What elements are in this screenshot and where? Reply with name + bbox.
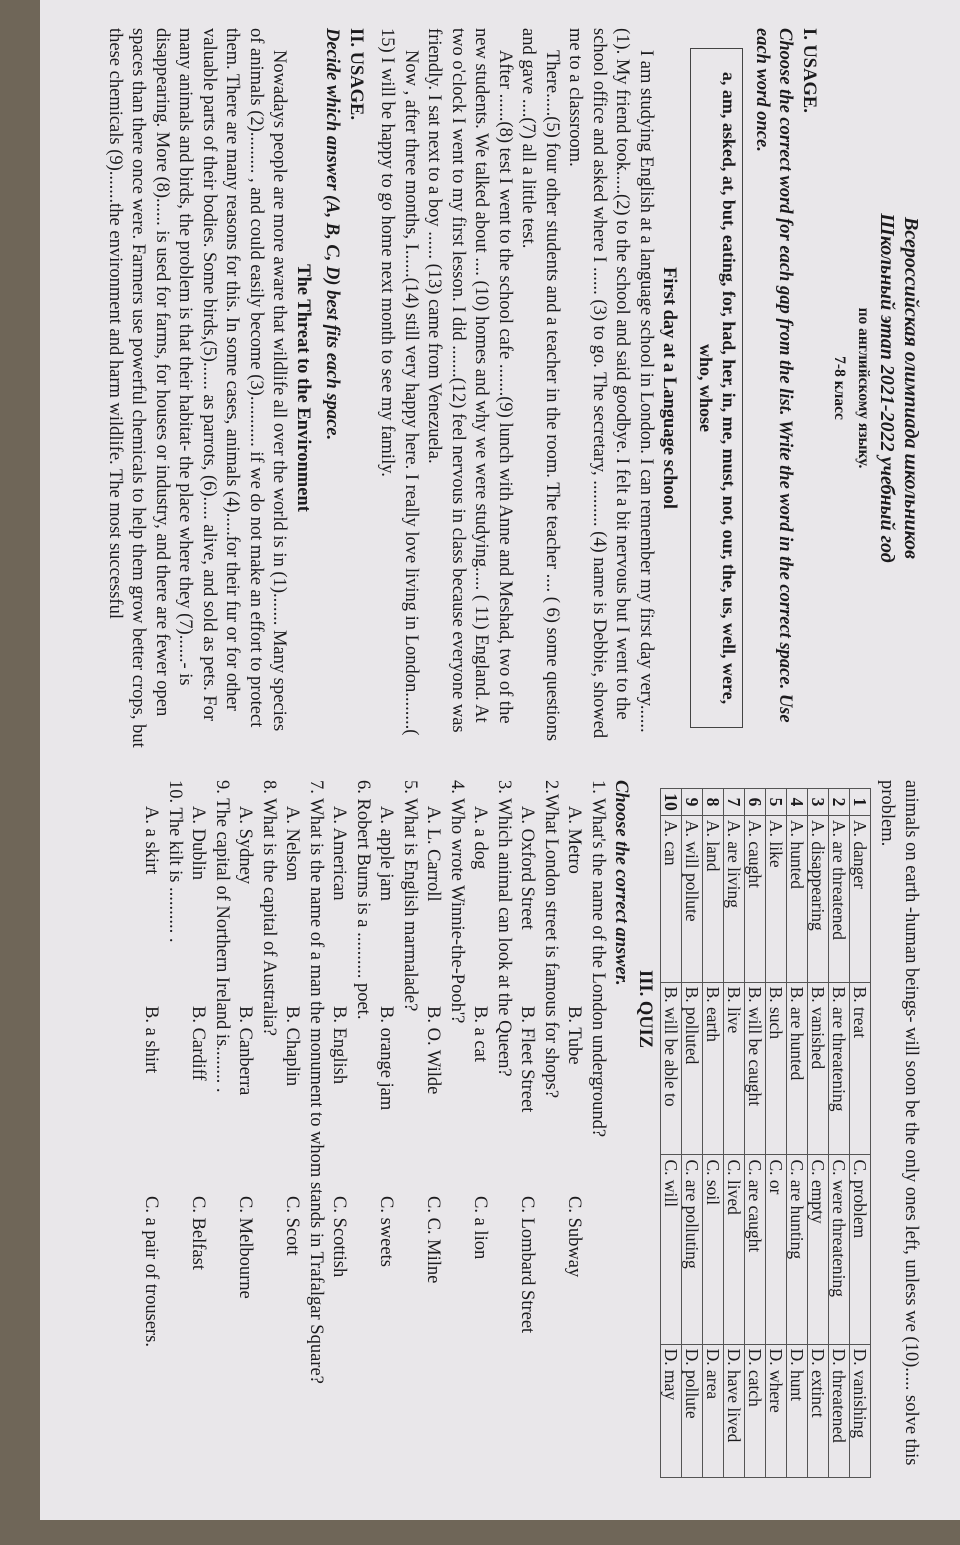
options-row [808, 789, 829, 1478]
quiz-option-a: A. Metro [564, 806, 585, 874]
option-d: D. pollute [682, 1344, 703, 1477]
story2-paragraph: Nowadays people are more aware that wildlife all over the world is in (1)....... Many species of animals (2)......... , and could easily become (3)........... if we do not make an effort to protect them. There are many reasons for this. In some cases, animals (4).....for their fur or for other valuable parts of their bodies. Some birds,(5)...... as parrots, (6)..... alive, and sold as pets. For many animals and birds, the problem is that their habitat- the place where they (7)......- is disappearing. More (8)...... is used for farms, for houses or industry, and there are fewer open spaces than there once were. Farmers use powerful chemicals to help them grow better crops, but these chemicals (9).......the environment and harm wildlife. The most successful [105, 28, 290, 748]
option-b: B. earth [703, 982, 724, 1155]
quiz-option-c: C. Lombard Street [517, 1196, 538, 1334]
quiz-option-b: B. Chaplin [282, 1006, 303, 1087]
quiz-question [139, 780, 186, 1490]
option-c: C. lived [724, 1155, 745, 1344]
quiz-question [327, 780, 374, 1490]
subject-title: по английскому языку. [855, 307, 872, 469]
quiz-question-text: 1. What's the name of the London underground? [588, 780, 608, 1138]
option-a: A. like [766, 816, 787, 983]
quiz-option-a: A. American [329, 806, 350, 901]
option-a: A. disappearing [808, 816, 829, 983]
option-b: B. are hunted [787, 982, 808, 1155]
quiz-option-b: B. a shirt [141, 1006, 162, 1074]
quiz-option-a: A. a dog [470, 806, 491, 870]
option-a: A. can [661, 816, 682, 983]
story1-paragraph: Now , after three months, I......(14) still very happy here. I really love living in London........( 15) I will be happy to go home next month to see my family. [377, 28, 421, 736]
options-row [850, 789, 871, 1478]
option-c: C. problem [850, 1155, 871, 1344]
option-c: C. are polluting [682, 1155, 703, 1344]
quiz-option-a: A. Sydney [235, 806, 256, 885]
option-c: C. are caught [745, 1155, 766, 1344]
option-b: B. treat [850, 982, 871, 1155]
quiz-options [186, 806, 210, 1490]
quiz-option-b: B. Fleet Street [517, 1006, 538, 1113]
usage2-instruction: Decide which answer (A, B, C, D) best fits each space. [322, 28, 343, 441]
options-row [787, 789, 808, 1478]
usage2-heading: II. USAGE. [346, 28, 366, 121]
option-a: A. will pollute [682, 816, 703, 983]
quiz-option-b: B. O. Wilde [423, 1006, 444, 1095]
story2-title: The Threat to the Environment [293, 264, 313, 512]
olympiad-title: Всероссийская олимпиада школьников [900, 217, 922, 559]
option-b: B. will be caught [745, 982, 766, 1155]
quiz-question-text: 9. The capital of Northern Ireland is........ . [212, 780, 232, 1093]
option-d: D. catch [745, 1344, 766, 1477]
quiz-options [233, 806, 257, 1490]
quiz-question-text: 4. Who wrote Winnie-the-Pooh'? [447, 780, 467, 1024]
grade-title: 7-8 класс [831, 356, 849, 420]
quiz-option-a: A. Dublin [188, 806, 209, 880]
usage1-instruction: Choose the correct word for each gap from the list. Write the word in the correct space. Use each word once. [752, 28, 796, 723]
options-row [766, 789, 787, 1478]
quiz-question [280, 780, 327, 1490]
options-row [661, 789, 682, 1478]
quiz-question [421, 780, 468, 1490]
quiz-option-b: B. Tube [564, 1006, 585, 1065]
option-number: 5 [766, 789, 787, 816]
quiz-option-c: C. sweets [376, 1196, 397, 1267]
option-number: 4 [787, 789, 808, 816]
option-d: D. where [766, 1344, 787, 1477]
option-a: A. land [703, 816, 724, 983]
option-b: B. vanished [808, 982, 829, 1155]
quiz-option-c: C. C. Milne [423, 1196, 444, 1284]
option-b: B. are threatening [829, 982, 850, 1155]
option-c: C. will [661, 1155, 682, 1344]
quiz-question [468, 780, 515, 1490]
option-c: C. empty [808, 1155, 829, 1344]
quiz-options [280, 806, 304, 1490]
right-column [139, 780, 922, 1490]
option-a: A. hunted [787, 816, 808, 983]
quiz-options [468, 806, 492, 1490]
options-row [724, 789, 745, 1478]
usage2-options-table [660, 788, 871, 1478]
option-number: 9 [682, 789, 703, 816]
option-d: D. threatened [829, 1344, 850, 1477]
option-c: C. are hunting [787, 1155, 808, 1344]
option-a: A. danger [850, 816, 871, 983]
option-a: A. are living [724, 816, 745, 983]
quiz-question [562, 780, 609, 1490]
quiz-option-c: C. Scott [282, 1196, 303, 1256]
option-number: 6 [745, 789, 766, 816]
left-column [103, 28, 923, 748]
quiz-option-c: C. Subway [564, 1196, 585, 1278]
quiz-option-b: B. Canberra [235, 1006, 256, 1096]
options-row [745, 789, 766, 1478]
option-a: A. caught [745, 816, 766, 983]
options-row [682, 789, 703, 1478]
quiz-list [139, 780, 609, 1490]
option-number: 7 [724, 789, 745, 816]
quiz-option-c: C. Scottish [329, 1196, 350, 1278]
option-c: C. or [766, 1155, 787, 1344]
quiz-heading: III. QUIZ [635, 970, 655, 1049]
quiz-option-b: B. Cardiff [188, 1006, 209, 1081]
quiz-option-a: A. Nelson [282, 806, 303, 882]
option-number: 2 [829, 789, 850, 816]
quiz-options [374, 806, 398, 1490]
quiz-option-b: B. orange jam [376, 1006, 397, 1111]
quiz-instruction: Choose the correct answer. [611, 780, 632, 986]
quiz-option-a: A. apple jam [376, 806, 397, 902]
story1-paragraph: There.....(5) four other students and a teacher in the room. The teacher .... ( 6) some questions and gave ....(7) all a little test. [518, 28, 562, 742]
quiz-question-text: 7. What is the name of a man the monument to whom stands in Trafalgar Square? [306, 780, 326, 1384]
option-b: B. live [724, 982, 745, 1155]
option-number: 3 [808, 789, 829, 816]
usage1-heading: I. USAGE. [799, 28, 819, 113]
option-a: A. are threatened [829, 816, 850, 983]
quiz-question-text: 2.What London street is famous for shops? [541, 780, 561, 1099]
option-b: B. such [766, 982, 787, 1155]
options-row [703, 789, 724, 1478]
option-d: D. extinct [808, 1344, 829, 1477]
quiz-option-c: C. a pair of trousers. [141, 1196, 162, 1348]
option-b: B. polluted [682, 982, 703, 1155]
quiz-option-c: C. a lion [470, 1196, 491, 1260]
quiz-question-text: 6. Robert Burns is a .......... poet. [353, 780, 373, 1020]
quiz-options [327, 806, 351, 1490]
option-c: C. soil [703, 1155, 724, 1344]
quiz-option-c: C. Melbourne [235, 1196, 256, 1299]
quiz-question-text: 3. Which animal can look at the Queen? [494, 780, 514, 1077]
quiz-question [233, 780, 280, 1490]
quiz-options [421, 806, 445, 1490]
word-list-box: a, am, asked, at, but, eating, for, had, her, in, me, must, not, our, the, us, well, were, who, whose [691, 48, 744, 728]
story1-paragraph: After ......(8) test I went to the school cafe .......(9) lunch with Anne and Meshad, two of the new students. We talked about .... (10) homes and why we were studying..... ( 11) England. At two o'clock I went to my first lesson. I did .......(12) feel nervous in class because everyone was friendly. I sat next to a boy ...... (13) came from Venezuela. [424, 28, 515, 733]
option-b: B. will be able to [661, 982, 682, 1155]
quiz-option-b: B. a cat [470, 1006, 491, 1062]
option-d: D. vanishing [850, 1344, 871, 1477]
option-d: D. hunt [787, 1344, 808, 1477]
quiz-option-c: C. Belfast [188, 1196, 209, 1270]
story2-continuation: animals on earth -human beings- will soon be the only ones left, unless we (10)..... solve this problem. [877, 780, 921, 1466]
option-d: D. area [703, 1344, 724, 1477]
story1-paragraph: I am studying English at a language school in London. I can remember my first day very...... (1). My friend took.....(2) to the school and said goodbye. I felt a bit nervous but I went to the school office and asked where I ...... (3) to go. The secretary, .......... (4) name is Debbie, showed me to a classroom. [565, 28, 656, 739]
option-number: 10 [661, 789, 682, 816]
option-d: D. may [661, 1344, 682, 1477]
option-number: 8 [703, 789, 724, 816]
quiz-question [374, 780, 421, 1490]
quiz-option-b: B. English [329, 1006, 350, 1085]
option-c: C. were threatening [829, 1155, 850, 1344]
story1-title: First day at a Language school [659, 266, 680, 510]
options-row [829, 789, 850, 1478]
quiz-question-text: 8. What is the capital of Australia? [259, 780, 279, 1037]
quiz-question [186, 780, 233, 1490]
quiz-option-a: A. Oxford Street [517, 806, 538, 930]
option-d: D. have lived [724, 1344, 745, 1477]
option-number: 1 [850, 789, 871, 816]
quiz-question-text: 5. What is English marmalade? [400, 780, 420, 1012]
quiz-options [515, 806, 539, 1490]
quiz-option-a: A. L. Carroll [423, 806, 444, 902]
stage-title: Школьный этап 2021-2022 учебный год [876, 213, 899, 563]
quiz-question-text: 10. The kilt is .......... . [165, 780, 185, 943]
quiz-option-a: A. a skirt [141, 806, 162, 875]
quiz-options [139, 806, 163, 1490]
quiz-question [515, 780, 562, 1490]
worksheet-page [40, 0, 960, 1520]
quiz-options [562, 806, 586, 1490]
